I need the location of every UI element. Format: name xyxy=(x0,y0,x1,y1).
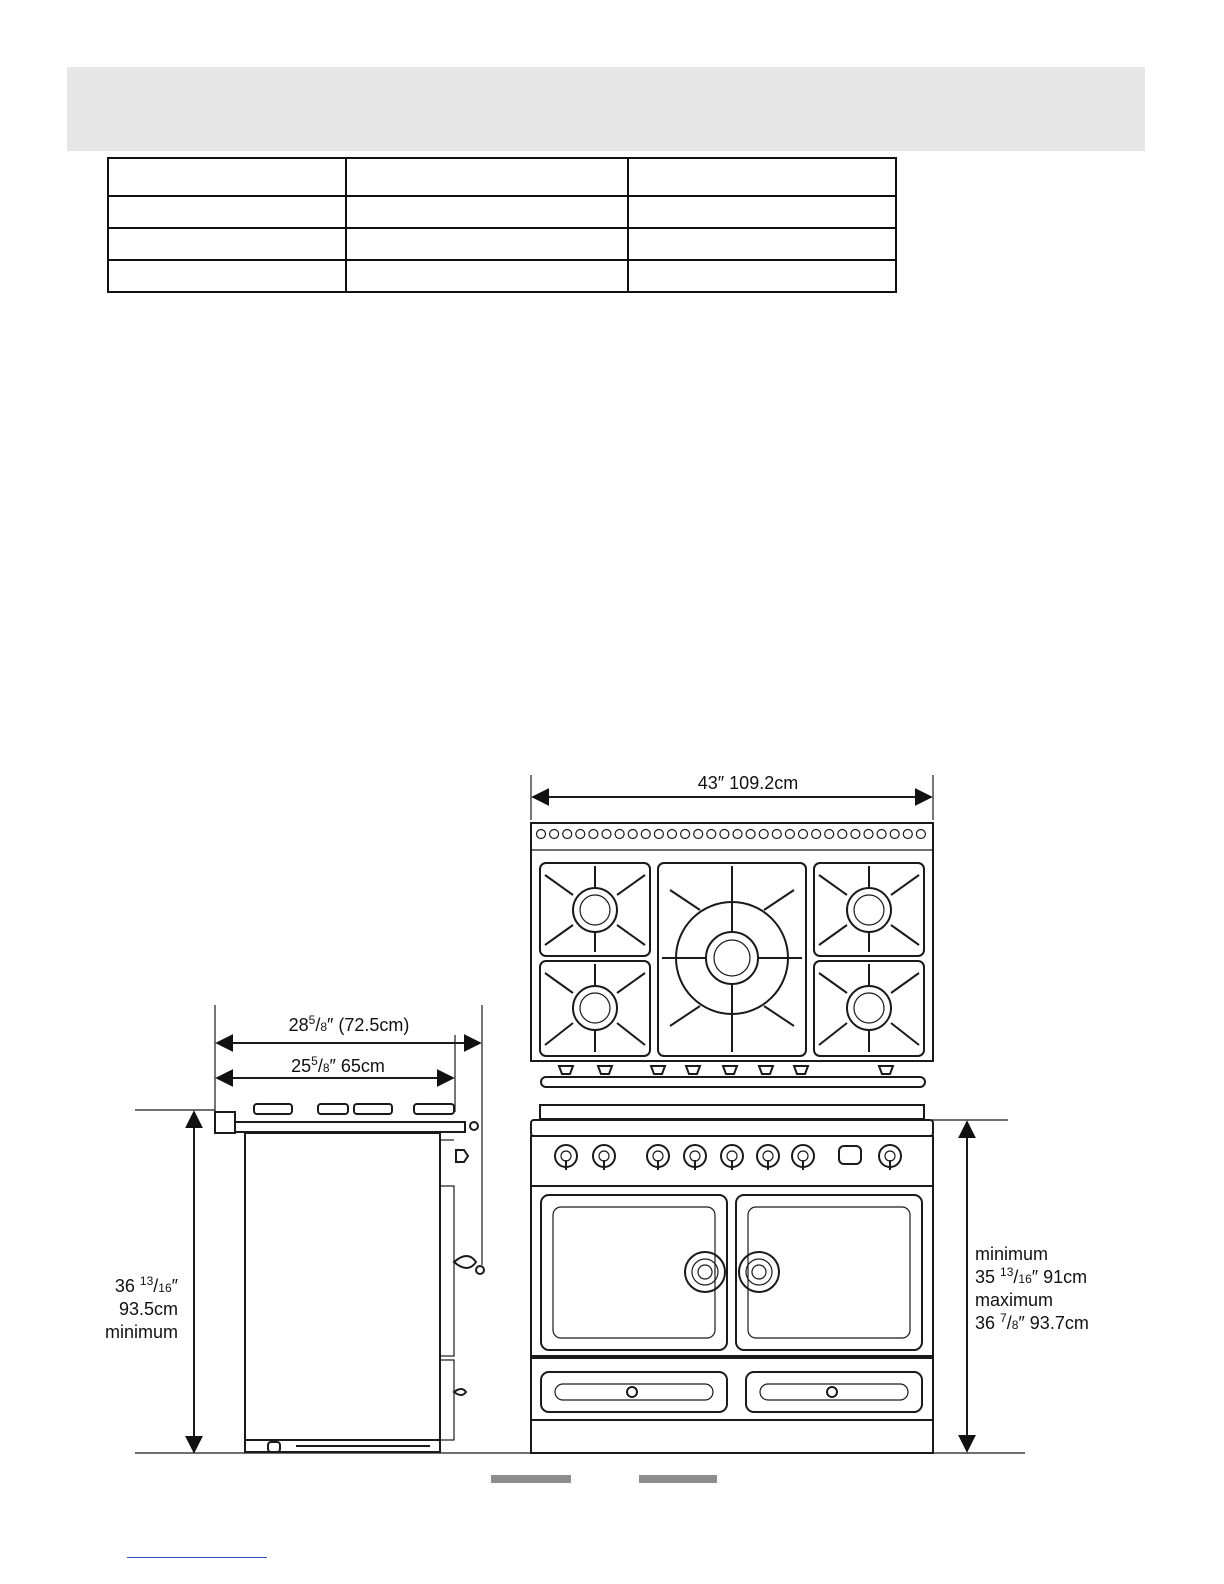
rivet xyxy=(576,830,585,839)
handle-icon xyxy=(454,1256,476,1268)
knob-icon xyxy=(651,1066,665,1074)
rivet xyxy=(602,830,611,839)
dim-whole: 35 xyxy=(975,1267,1001,1287)
rivet xyxy=(864,830,873,839)
front-max-value: 36 $^7$/8″ 93.7cm xyxy=(975,1311,1089,1333)
rivet xyxy=(681,830,690,839)
knob-icon xyxy=(686,1066,700,1074)
dim-whole: 36 xyxy=(975,1313,1001,1333)
front-max-label: maximum xyxy=(975,1290,1054,1310)
rivet xyxy=(550,830,559,839)
top-width-label: 43″ 109.2cm xyxy=(697,773,799,793)
front-min-label: minimum xyxy=(975,1244,1049,1264)
rivet xyxy=(825,830,834,839)
knob-icon xyxy=(759,1066,773,1074)
knob-icon xyxy=(723,1066,737,1074)
dim-whole: 28 xyxy=(288,1015,309,1035)
top-view xyxy=(531,773,933,1087)
rivet xyxy=(838,830,847,839)
rivet xyxy=(851,830,860,839)
rivet-row xyxy=(537,830,926,839)
warming-drawer-right xyxy=(746,1372,922,1412)
knob-icon xyxy=(879,1066,893,1074)
rivet xyxy=(916,830,925,839)
footer-link-underline[interactable] xyxy=(127,1557,267,1558)
dim-den: 8 xyxy=(322,1061,330,1075)
cooktop-edge xyxy=(215,1112,235,1133)
knob-icon xyxy=(598,1066,612,1074)
rivet xyxy=(877,830,886,839)
dim-rest: ″ xyxy=(171,1276,178,1296)
handle-icon xyxy=(685,1252,725,1292)
gray-tab-bar xyxy=(491,1475,571,1483)
rivet xyxy=(785,830,794,839)
rivet xyxy=(720,830,729,839)
handle-icon xyxy=(541,1077,925,1087)
rivet xyxy=(772,830,781,839)
knob-icon xyxy=(827,1387,837,1397)
dim-num: 5 xyxy=(308,1013,316,1027)
knob-icon xyxy=(721,1145,743,1170)
height-metric: 93.5cm xyxy=(118,1299,178,1319)
dim-num: 5 xyxy=(311,1054,318,1068)
burner-icon xyxy=(545,964,645,1052)
oven-door-left xyxy=(541,1195,727,1350)
burner-icon xyxy=(662,866,802,1052)
handle-icon xyxy=(454,1389,466,1395)
knob-icon xyxy=(879,1145,901,1170)
dim-den: 16 xyxy=(158,1281,172,1295)
body-depth-label: $25^5/8''$ 65cm xyxy=(291,1054,385,1076)
plinth-front xyxy=(531,1420,933,1453)
side-view xyxy=(105,1005,484,1452)
burner-icon xyxy=(819,866,919,952)
knob-icon xyxy=(559,1066,573,1074)
dim-rest: ″ (72.5cm) xyxy=(327,1015,410,1035)
dim-num: 13 xyxy=(1000,1265,1014,1279)
rivet xyxy=(668,830,677,839)
gray-tab-bar xyxy=(639,1475,717,1483)
rivet xyxy=(628,830,637,839)
burner-icon xyxy=(819,964,919,1052)
rivet xyxy=(694,830,703,839)
dim-rest: ″ 91cm xyxy=(1031,1267,1088,1287)
rivet xyxy=(812,830,821,839)
rivet xyxy=(890,830,899,839)
timer-icon xyxy=(839,1146,861,1164)
knob-icon xyxy=(476,1266,484,1274)
drawer-side xyxy=(440,1360,454,1440)
rivet xyxy=(746,830,755,839)
dim-whole: 25 xyxy=(291,1056,312,1076)
oven-door-side xyxy=(440,1186,454,1356)
dim-whole: 36 xyxy=(114,1276,140,1296)
knob-icon xyxy=(456,1150,468,1162)
cooktop-side xyxy=(235,1122,465,1132)
foot xyxy=(268,1442,280,1452)
rivet xyxy=(537,830,546,839)
rivet xyxy=(563,830,572,839)
knob-icon xyxy=(470,1122,478,1130)
rivet xyxy=(733,830,742,839)
handle-icon xyxy=(739,1252,779,1292)
rivet xyxy=(799,830,808,839)
rivet xyxy=(641,830,650,839)
overall-depth-label: $28^5/8''$ (72.5cm) xyxy=(288,1013,410,1035)
knob-icon xyxy=(647,1145,669,1170)
range-body-side xyxy=(245,1133,440,1440)
knob-icon xyxy=(794,1066,808,1074)
knob-icon xyxy=(593,1145,615,1170)
dim-den: 8 xyxy=(320,1020,328,1034)
burner-icon xyxy=(254,1104,454,1114)
knob-icon xyxy=(555,1145,577,1170)
knob-icon xyxy=(792,1145,814,1170)
dim-den: 8 xyxy=(1011,1318,1019,1332)
dim-den: 16 xyxy=(1018,1272,1032,1286)
knob-icon xyxy=(627,1387,637,1397)
drawer-frame xyxy=(531,1358,933,1420)
warming-drawer-left xyxy=(541,1372,727,1412)
towel-bar xyxy=(531,1120,933,1136)
knob-row xyxy=(559,1066,893,1074)
rivet xyxy=(707,830,716,839)
knob-icon xyxy=(757,1145,779,1170)
rivet xyxy=(654,830,663,839)
grate-profile xyxy=(540,1105,924,1119)
front-min-value: 35 $^{13}$/16″ 91cm xyxy=(975,1265,1088,1287)
height-note: minimum xyxy=(104,1322,178,1342)
rivet xyxy=(615,830,624,839)
oven-door-right xyxy=(736,1195,922,1350)
rivet xyxy=(903,830,912,839)
knob-row xyxy=(555,1145,901,1170)
dim-num: 13 xyxy=(139,1274,154,1288)
burner-icon xyxy=(545,866,645,952)
knob-icon xyxy=(684,1145,706,1170)
dim-rest: ″ 93.7cm xyxy=(1018,1313,1089,1333)
front-view xyxy=(531,1105,1089,1453)
oven-frame xyxy=(531,1186,933,1356)
rivet xyxy=(759,830,768,839)
door-window xyxy=(553,1207,715,1338)
rivet xyxy=(589,830,598,839)
dim-num: 7 xyxy=(1000,1311,1007,1325)
height-label: 36 $^{13}$/16″ xyxy=(114,1274,178,1296)
dim-rest: ″ 65cm xyxy=(329,1056,385,1076)
